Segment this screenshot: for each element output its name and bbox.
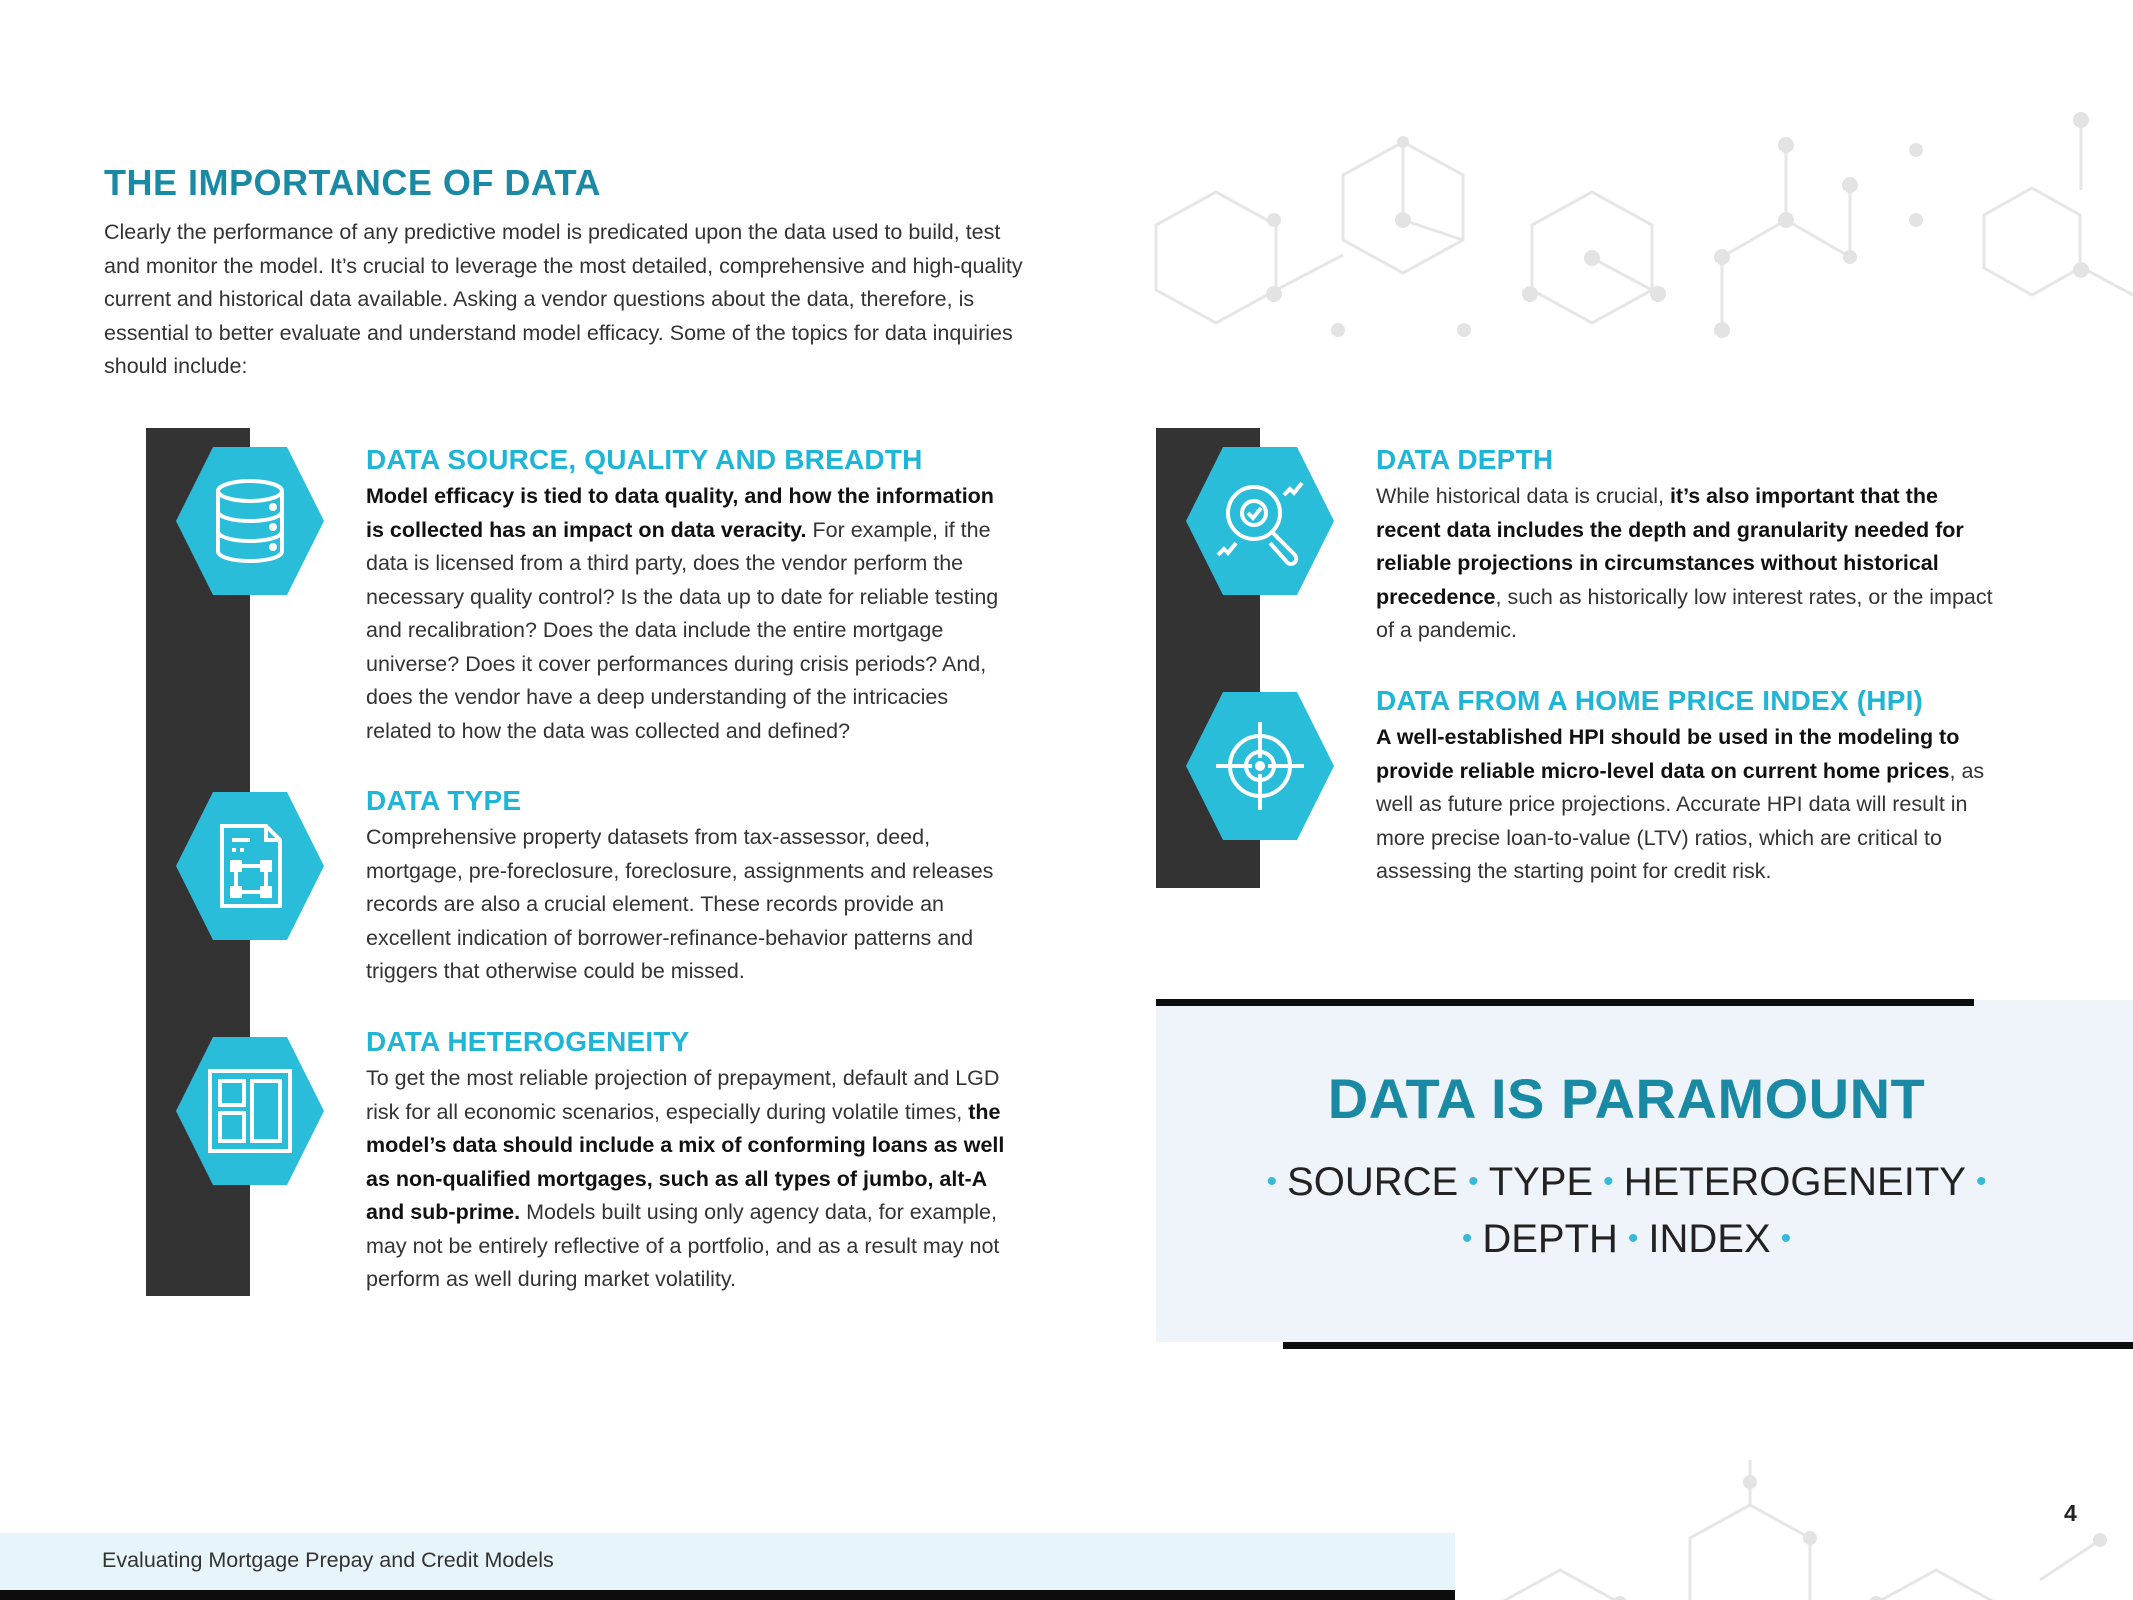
bullet-dot: •	[1975, 1165, 1987, 1198]
callout-title: DATA IS PARAMOUNT	[1327, 1067, 1926, 1130]
data-depth-title: DATA DEPTH	[1376, 444, 1554, 475]
keyword-heterogeneity: HETEROGENEITY	[1623, 1160, 1966, 1204]
magnifier-analytics-icon	[1214, 475, 1306, 567]
keyword-depth: DEPTH	[1482, 1217, 1618, 1261]
bullet-dot: •	[1266, 1165, 1278, 1198]
data-hpi-text: , as well as future price projections. Accurate HPI data will result in more precise loan-to-value (LTV) ratios, which are critical to assessing the starting point for credit risk.	[1376, 758, 1985, 883]
bullet-dot: •	[1780, 1222, 1792, 1255]
bullet-dot: •	[1461, 1222, 1473, 1255]
data-heterogeneity-bold: the model’s data should include a mix of conforming loans as well as non-qualified mortgages, such as all types of jumbo, alt-A and sub-prime.	[366, 1099, 1005, 1224]
data-depth-body	[1376, 480, 2006, 648]
data-hpi-bold: A well-established HPI should be used in the modeling to provide reliable micro-level data on current home prices	[1376, 725, 1960, 783]
data-depth-text: , such as historically low interest rates, or the impact of a pandemic.	[1376, 584, 1993, 642]
data-source-bold: Model efficacy is tied to data quality, and how the information is collected has an impact on data veracity.	[366, 484, 994, 542]
target-crosshair-icon	[1214, 720, 1306, 812]
intro-paragraph: Clearly the performance of any predictive model is predicated upon the data used to build, test and monitor the model. It’s crucial to leverage the most detailed, comprehensive and high-quality current and historical data available. Asking a vendor questions about the data, therefore, is essential to better evaluate and understand model efficacy. Some of the topics for data inquiries should include:	[104, 220, 1023, 378]
data-hpi-body	[1376, 721, 2006, 889]
footer-rule	[0, 1590, 1455, 1600]
page-title: THE IMPORTANCE OF DATA	[104, 162, 601, 203]
bullet-dot: •	[1627, 1222, 1639, 1255]
keyword-type: TYPE	[1488, 1160, 1594, 1204]
callout-keywords-line-2	[1156, 1217, 2097, 1262]
data-heterogeneity-body	[366, 1062, 1016, 1297]
callout-bottom-rule	[1283, 1342, 2133, 1349]
data-source-body	[366, 480, 1016, 748]
callout-keywords-line-1	[1156, 1160, 2097, 1205]
data-source-title: DATA SOURCE, QUALITY AND BREADTH	[366, 444, 923, 475]
data-type-body: Comprehensive property datasets from tax-assessor, deed, mortgage, pre-foreclosure, foreclosure, assignments and releases records are also a crucial element. These records provide an excellent indication of borrower-refinance-behavior patterns and triggers that otherwise could be missed.	[366, 825, 994, 983]
data-heterogeneity-hex	[176, 1037, 324, 1185]
callout-top-rule	[1156, 999, 1974, 1006]
database-icon	[204, 475, 296, 567]
data-hpi-title: DATA FROM A HOME PRICE INDEX (HPI)	[1376, 685, 1924, 716]
data-heterogeneity-text: Models built using only agency data, for example, may not be entirely reflective of a portfolio, and as a result may not perform as well during market volatility.	[366, 1200, 1000, 1291]
data-type-title: DATA TYPE	[366, 785, 522, 816]
data-depth-bold: it’s also important that the recent data includes the depth and granularity needed for reliable projections in circumstances without historical precedence	[1376, 484, 1964, 609]
data-type-hex	[176, 792, 324, 940]
data-hpi-hex	[1186, 692, 1334, 840]
layout-blocks-icon	[204, 1065, 296, 1157]
keyword-source: SOURCE	[1287, 1160, 1459, 1204]
bullet-dot: •	[1603, 1165, 1614, 1198]
molecule-decoration-top	[1140, 90, 2133, 360]
document-diagram-icon	[204, 820, 296, 912]
page-number: 4	[2064, 1500, 2077, 1526]
data-heterogeneity-title: DATA HETEROGENEITY	[366, 1026, 690, 1057]
data-depth-lead: While historical data is crucial,	[1376, 484, 1670, 508]
data-source-hex	[176, 447, 324, 595]
bullet-dot: •	[1468, 1165, 1479, 1198]
footer-document-title: Evaluating Mortgage Prepay and Credit Models	[102, 1548, 554, 1572]
data-heterogeneity-lead: To get the most reliable projection of prepayment, default and LGD risk for all economic scenarios, especially during volatile times,	[366, 1066, 1000, 1124]
data-source-text: For example, if the data is licensed from a third party, does the vendor perform the necessary quality control? Is the data up to date for reliable testing and recalibration? Does the data include the entire mortgage universe? Does it cover performances during crisis periods? And, does the vendor have a deep understanding of the intricacies related to how the data was collected and defined?	[366, 517, 999, 743]
molecule-decoration-bottom	[1480, 1460, 2133, 1600]
keyword-index: INDEX	[1648, 1217, 1771, 1261]
data-depth-hex	[1186, 447, 1334, 595]
